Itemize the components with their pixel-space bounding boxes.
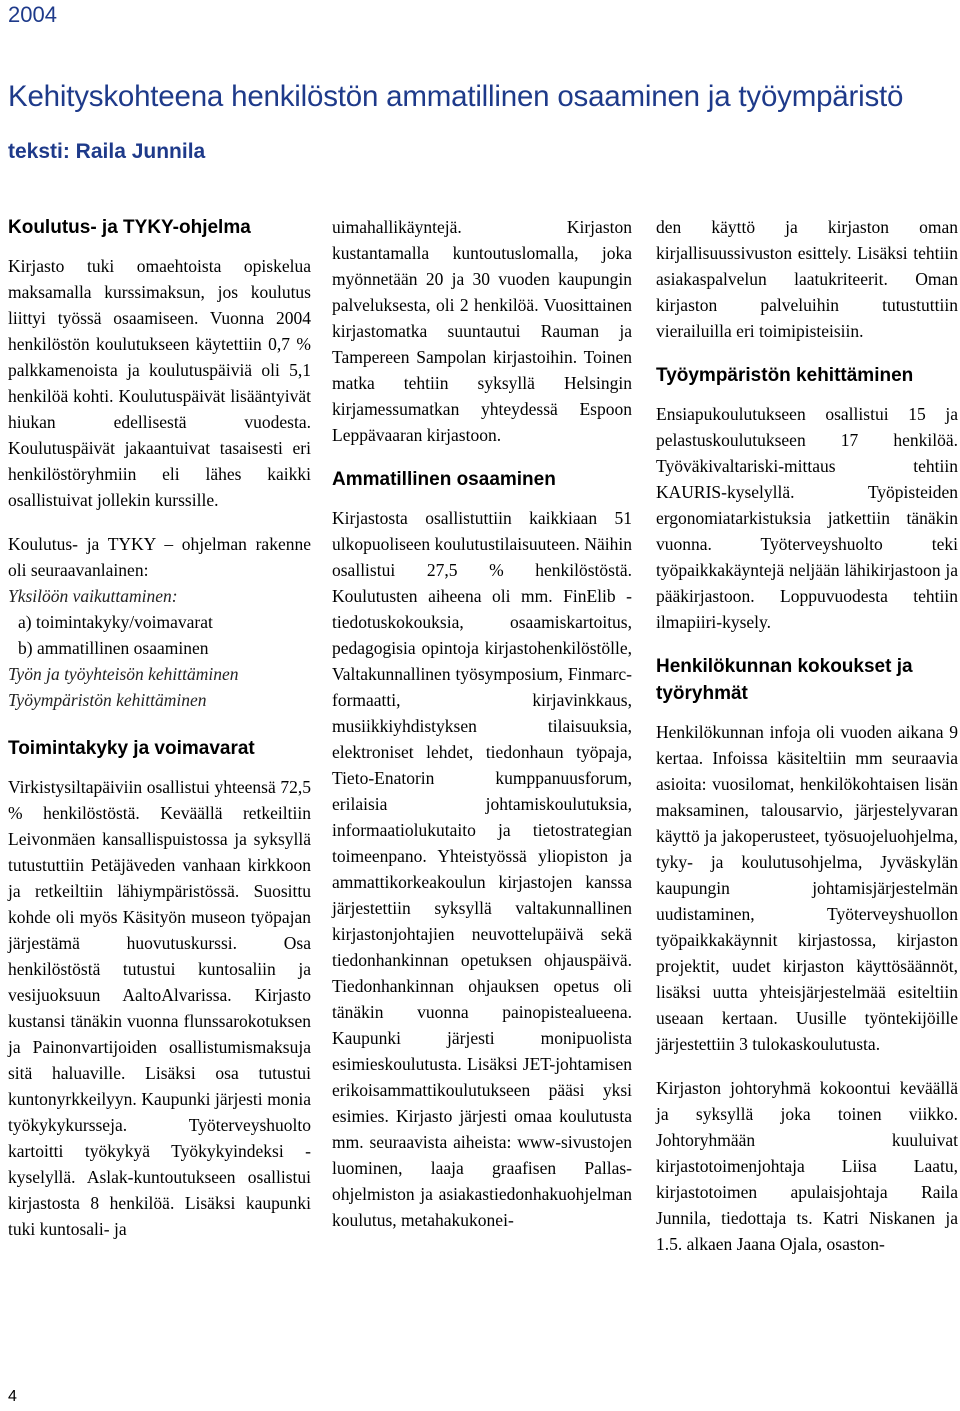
page-number: 4 — [8, 1388, 17, 1405]
section-heading-kokoukset: Henkilökunnan kokoukset ja työryhmät — [656, 656, 913, 704]
article-byline: teksti: Raila Junnila — [8, 140, 206, 163]
paragraph: Koulutus- ja TYKY – ohjelman rakenne oli seuraavanlainen: — [8, 534, 311, 580]
program-list-item: a) toimintakyky/voimavarat — [18, 612, 213, 632]
paragraph: Virkistysiltapäiviin osallistui yhteensä 72,5 % henkilöstöstä. Keväällä retkeiltiin Leivonmäen kansallispuistossa ja syksyllä tutustuttiin Petäjäveden vanhaan kirkkoon ja retkeiltiin lähiympäristössä. Suosittu kohde oli myös Käsityön museon työpajan järjestämä huovutuskurssi. Osa henkilöstöstä tutustui kuntosaliin ja vesijuoksuun AaltoAlvarissa. Kirjasto kustansi tänäkin vuonna flunssarokotuksen ja Painonvartijoiden osallistumismaksuja sitä haluaville. Lisäksi osa tutustui kuntonyrkkeilyyn. Kaupunki järjesti monia työkykykursseja. Työterveyshuolto kartoitti työkykyä Työkykyindeksi -kyselyllä. Aslak-kuntoutukseen osallistui kirjastosta 8 henkilöä. Lisäksi kaupunki tuki kuntosali- ja — [8, 777, 311, 1239]
text-column-2 — [332, 214, 632, 1251]
section-heading-tyoymparisto: Työympäristön kehittäminen — [656, 365, 914, 386]
article-title: Kehityskohteena henkilöstön ammatillinen osaaminen ja työympäristö — [8, 80, 904, 113]
header-year: 2004 — [8, 2, 57, 27]
program-item-italic: Yksilöön vaikuttaminen: — [8, 586, 178, 606]
paragraph: Henkilökunnan infoja oli vuoden aikana 9 kertaa. Infoissa käsiteltiin mm seuraavia asioita: vuosilomat, henkilökohtaisen lisän maksaminen, talousarvio, järjestelyvaran käyttö ja jakoperusteet, työsuojeluohjelma, tyky- ja koulutusohjelma, Jyväskylän kaupungin johtamisjärjestelmän uudistaminen, Työterveyshuollon työpaikkakäynnit kirjastossa, kirjaston projektit, uudet kirjaston käyttösäännöt, lisäksi uutta yhteisjärjestelmää esiteltiin useaan kertaan. Uusille työntekijöille järjestettiin 3 tulokaskoulutusta. — [656, 722, 958, 1054]
paragraph: den käyttö ja kirjaston oman kirjallisuussivuston esittely. Lisäksi tehtiin asiakaspalvelun laatukriteerit. Oman kirjaston palveluihin tutustuttiin vierailuilla eri toimipisteisiin. — [656, 217, 958, 341]
section-heading-ammatillinen: Ammatillinen osaaminen — [332, 469, 556, 490]
text-column-3 — [656, 214, 958, 1275]
paragraph: Ensiapukoulutukseen osallistui 15 ja pelastuskoulutukseen 17 henkilöä. Työväkivaltariski-mittaus tehtiin KAURIS-kyselyllä. Työpisteiden ergonomiatarkistuksia jatkettiin tänäkin vuonna. Työterveyshuolto teki työpaikkakäyntejä neljään lähikirjastoon ja pääkirjastoon. Loppuvuodesta tehtiin ilmapiiri-kysely. — [656, 404, 958, 632]
paragraph: Kirjaston johtoryhmä kokoontui keväällä ja syksyllä joka toinen viikko. Johtoryhmään kuuluivat kirjastotoimenjohtaja Liisa Laatu, kirjastotoimen apulaisjohtaja Raila Junnila, tiedottaja ts. Katri Niskanen ja 1.5. alkaen Jaana Ojala, osaston- — [656, 1078, 958, 1254]
paragraph: Kirjastosta osallistuttiin kaikkiaan 51 ulkopuoliseen koulutustilaisuuteen. Näihin osallistui 27,5 % henkilöstöstä. Koulutusten aiheena oli mm. FinElib -tiedotuskokouksia, osaamiskartoitus, pedagogisia opintoja kirjastohenkilöstölle, Valtakunnallinen työsymposium, Finmarc-formaatti, kirjavinkkaus, musiikkiyhdistyksen tilaisuuksia, elektroniset lehdet, tiedonhaun työpaja, Tieto-Enatorin kumppanuusforum, erilaisia johtamiskoulutuksia, informaatiolukutaito ja tietostrategian toimeenpano. Yhteistyössä yliopiston ja ammattikorkeakoulun kirjastojen kanssa järjestettiin syksyllä valtakunnallinen kirjastonjohtajien neuvottelupäivä sekä tiedonhankinnan opetuksen ohjauspäivä. Tiedonhankinnan ohjauksen opetus oli tänäkin vuonna painopistealueena. Kaupunki järjesti monipuolista esimieskoulutusta. Lisäksi JET-johtamisen erikoisammattikoulutukseen pääsi yksi esimies. Kirjasto järjesti omaa koulutusta mm. seuraavista aiheista: www-sivustojen luominen, laaja graafisen Pallas-ohjelmiston ja asiakastiedonhakuohjelman koulutus, metahakukonei- — [332, 508, 632, 1230]
text-column-1 — [8, 214, 311, 1260]
paragraph: Kirjasto tuki omaehtoista opiskelua maksamalla kurssimaksun, jos koulutus liittyi työssä osaamiseen. Vuonna 2004 henkilöstön koulutukseen käytettiin 0,7 % palkkamenoista ja koulutuspäiviä oli 5,1 henkilöä kohti. Koulutuspäivät lisääntyivät hiukan edellisestä vuodesta. Koulutuspäivät jakaantuivat tasaisesti eri henkilöstöryhmiin eli lähes kaikki osallistuivat jollekin kurssille. — [8, 256, 311, 510]
section-heading-koulutus: Koulutus- ja TYKY-ohjelma — [8, 217, 251, 238]
section-heading-toimintakyky: Toimintakyky ja voimavarat — [8, 738, 255, 759]
program-item-italic: Työn ja työyhteisön kehittäminen — [8, 664, 239, 684]
program-item-italic: Työympäristön kehittäminen — [8, 690, 207, 710]
program-list-item: b) ammatillinen osaaminen — [18, 638, 209, 658]
paragraph: uimahallikäyntejä. Kirjaston kustantamalla kuntoutuslomalla, joka myönnetään 20 ja 30 vuoden kaupungin palveluksesta, oli 2 henkilöä. Vuosittainen kirjastomatka suuntautui Rauman ja Tampereen Sampolan kirjastoihin. Toinen matka tehtiin syksyllä Helsingin kirjamessumatkan yhteydessä Espoon Leppävaaran kirjastoon. — [332, 217, 632, 445]
